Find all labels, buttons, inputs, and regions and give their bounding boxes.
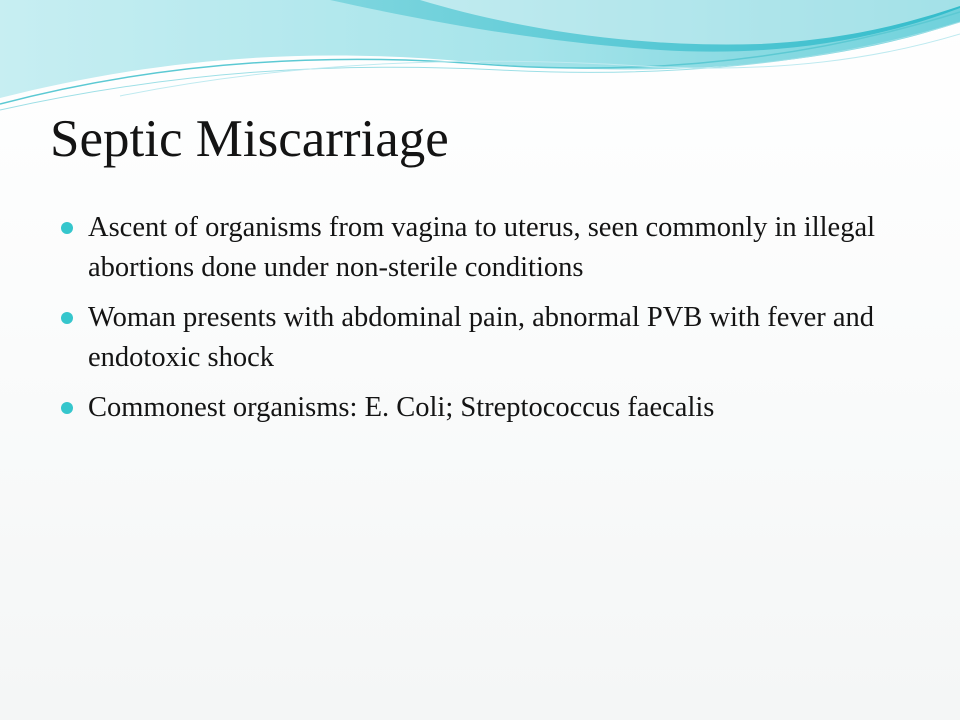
bullet-item xyxy=(58,298,918,378)
bullet-item xyxy=(58,388,918,428)
bullet-list xyxy=(58,208,918,438)
bullet-dot-icon xyxy=(61,222,73,234)
header-wave-decoration xyxy=(0,0,960,120)
bullet-dot-icon xyxy=(61,312,73,324)
bullet-item xyxy=(58,208,918,288)
bullet-dot-icon xyxy=(61,402,73,414)
slide-title: Septic Miscarriage xyxy=(50,110,449,168)
bullet-text: Ascent of organisms from vagina to uterus, seen commonly in illegal abortions done under non-sterile conditions xyxy=(88,212,876,283)
bullet-text: Commonest organisms: E. Coli; Streptococcus faecalis xyxy=(88,392,715,423)
bullet-text: Woman presents with abdominal pain, abnormal PVB with fever and endotoxic shock xyxy=(88,302,875,373)
